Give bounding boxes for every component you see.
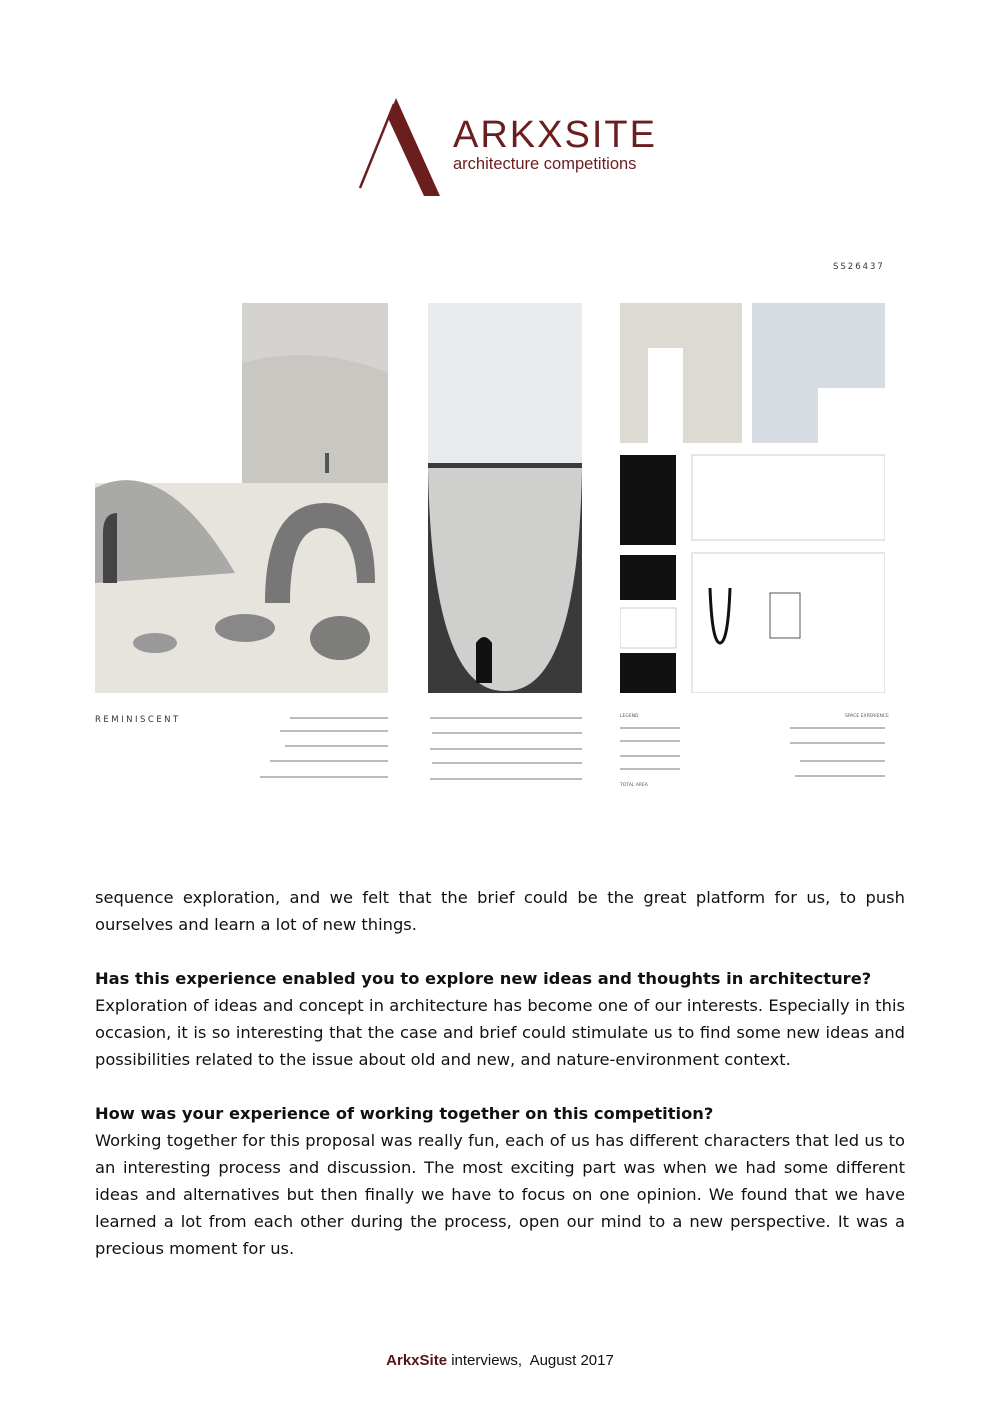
logo-subtitle: architecture competitions [453, 155, 637, 173]
board-legend-heading: LEGEND [620, 714, 639, 719]
answer-2: Working together for this proposal was really fun, each of us has different characters that led us to an interesting process and discussion. The most exciting part was when we had some different ideas and alternatives but then finally we have to focus on one opinion. We found that we have learned a lot from each other during the process, open our mind to a new perspective. It was a precious moment for us. [95, 1131, 905, 1258]
board-panel-1 [95, 303, 388, 693]
board-panel-2 [428, 303, 582, 693]
footer [0, 1352, 1000, 1369]
board-project-title: REMINISCENT [95, 715, 181, 725]
entry-code: SS26437 [833, 262, 885, 272]
footer-brand: ArkxSite [386, 1352, 448, 1369]
board-panel-3 [620, 303, 885, 693]
logo-a-mark-icon [358, 96, 448, 200]
board-total-label: TOTAL AREA [620, 783, 648, 788]
question-1: Has this experience enabled you to explore new ideas and thoughts in architecture? [95, 969, 872, 988]
answer-1: Exploration of ideas and concept in architecture has become one of our interests. Especially in this occasion, it is so interesting that the case and brief could stimulate us to find some new ideas and possibilities related to the issue about old and new, and nature-environment context. [95, 996, 905, 1069]
intro-paragraph: sequence exploration, and we felt that the brief could be the great platform for us, to push ourselves and learn a lot of new things. [95, 888, 905, 934]
board-space-heading: SPACE EXPERIENCE [845, 714, 889, 719]
question-2: How was your experience of working together on this competition? [95, 1104, 714, 1123]
qa-block-1 [95, 965, 905, 1073]
qa-block-2 [95, 1100, 905, 1262]
article-body [95, 884, 905, 1289]
logo-title: ARKXSITE [453, 114, 657, 156]
arkxsite-logo [358, 96, 657, 200]
footer-text: interviews, August 2017 [447, 1352, 614, 1369]
